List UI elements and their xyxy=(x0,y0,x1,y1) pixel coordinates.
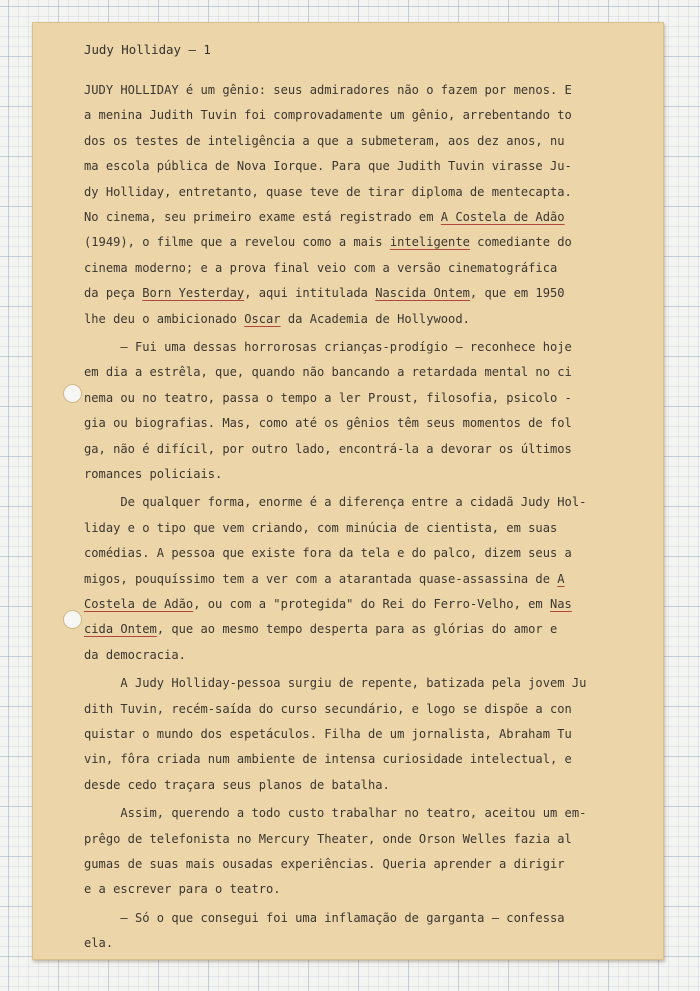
text-segment: da Academia de Hollywood. xyxy=(280,311,470,326)
text-segment: , que ao mesmo tempo desperta para as glórias do amor e xyxy=(156,622,558,637)
text-segment: dy Holliday, entretanto, quase teve de tirar diploma de mentecapta. xyxy=(84,184,572,199)
underlined-text: A xyxy=(557,571,565,586)
header-title: Judy Holliday xyxy=(84,42,181,57)
text-segment: da democracia. xyxy=(84,647,186,662)
text-line xyxy=(84,231,572,253)
underlined-text: inteligente xyxy=(389,235,470,250)
text-line xyxy=(84,542,572,564)
punch-hole-bottom xyxy=(63,610,82,629)
text-line xyxy=(84,593,572,615)
text-line xyxy=(84,308,470,330)
text-segment: ela. xyxy=(84,936,114,951)
underlined-text: Born Yesterday xyxy=(142,286,245,301)
text-segment: nema ou no teatro, passa o tempo a ler Proust, filosofia, psicolo - xyxy=(84,390,572,405)
page-header xyxy=(84,42,624,57)
text-line xyxy=(84,802,586,824)
text-segment: , que em 1950 xyxy=(469,286,565,301)
text-line xyxy=(84,517,557,539)
text-segment: — Fui uma dessas horrorosas crianças-prodígio — reconhece hoje xyxy=(84,340,572,354)
punch-hole-top xyxy=(63,384,82,403)
text-line xyxy=(84,387,572,409)
text-line xyxy=(84,698,572,720)
page-number: 1 xyxy=(203,42,211,57)
underlined-text: A Costela de Adão xyxy=(440,210,565,224)
text-line xyxy=(84,336,572,358)
text-segment: (1949), o filme que a revelou como a mais xyxy=(84,235,390,250)
text-line xyxy=(84,774,390,796)
text-line xyxy=(84,412,572,434)
text-segment: JUDY HOLLIDAY é um gênio: seus admiradores não o fazem por menos. E xyxy=(84,83,572,97)
text-line xyxy=(84,672,586,694)
text-line xyxy=(84,644,186,666)
text-segment: e a escrever para o teatro. xyxy=(84,882,281,897)
text-segment: a menina Judith Tuvin foi comprovadamente um gênio, arrebentando to xyxy=(84,108,572,123)
text-line xyxy=(84,130,565,152)
text-line xyxy=(84,828,572,850)
text-segment: desde cedo traçara seus planos de batalha. xyxy=(84,777,390,792)
text-line xyxy=(84,878,281,900)
text-segment: romances policiais. xyxy=(84,467,223,481)
text-line xyxy=(84,206,565,228)
text-line xyxy=(84,853,565,875)
text-segment: Assim, querendo a todo custo trabalhar no teatro, aceitou um em- xyxy=(84,806,587,821)
text-line xyxy=(84,155,572,177)
underlined-text: cida Ontem xyxy=(84,622,157,637)
text-segment: A Judy Holliday-pessoa surgiu de repente, batizada pela jovem Ju xyxy=(84,676,587,691)
text-segment: vin, fôra criada num ambiente de intensa curiosidade intelectual, e xyxy=(84,752,572,767)
text-line xyxy=(84,491,586,513)
text-segment: quistar o mundo dos espetáculos. Filha de um jornalista, Abraham Tu xyxy=(84,727,572,741)
text-segment: ma escola pública de Nova Iorque. Para que Judith Tuvin virasse Ju- xyxy=(84,159,572,174)
text-line xyxy=(84,932,113,954)
header-separator: — xyxy=(188,42,196,57)
text-line xyxy=(84,723,572,745)
text-segment: cinema moderno; e a prova final veio com a versão cinematográfica xyxy=(84,260,558,275)
text-line xyxy=(84,79,572,101)
text-segment: dith Tuvin, recém-saída do curso secundário, e logo se dispõe a con xyxy=(84,701,572,716)
text-segment: No cinema, seu primeiro exame está registrado em xyxy=(84,210,441,224)
text-segment: comediante do xyxy=(469,235,572,250)
text-line xyxy=(84,257,557,279)
text-segment: dos os testes de inteligência a que a submeteram, aos dez anos, nu xyxy=(84,133,565,148)
underlined-text: Oscar xyxy=(244,311,281,326)
text-segment: , aqui intitulada xyxy=(244,286,376,301)
text-segment: gumas de suas mais ousadas experiências. Queria aprender a dirigir xyxy=(84,857,565,871)
text-segment: gia ou biografias. Mas, como até os gênios têm seus momentos de fol xyxy=(84,416,572,431)
text-line xyxy=(84,463,222,485)
text-line xyxy=(84,568,565,590)
text-line xyxy=(84,618,557,640)
text-line xyxy=(84,907,565,929)
text-line xyxy=(84,361,572,383)
text-line xyxy=(84,282,565,304)
underlined-text: Costela de Adão xyxy=(84,597,194,611)
text-segment: da peça xyxy=(84,286,143,301)
text-segment: em dia a estrêla, que, quando não bancando a retardada mental no ci xyxy=(84,365,572,380)
text-line xyxy=(84,104,572,126)
text-segment: liday e o tipo que vem criando, com minúcia de cientista, em suas xyxy=(84,520,558,535)
text-segment: — Só o que consegui foi uma inflamação de garganta — confessa xyxy=(84,910,565,925)
text-segment: prêgo de telefonista no Mercury Theater, onde Orson Welles fazia al xyxy=(84,831,572,846)
text-line xyxy=(84,438,572,460)
text-segment: ga, não é difícil, por outro lado, encontrá-la a devorar os últimos xyxy=(84,441,572,456)
underlined-text: Nas xyxy=(550,597,572,611)
text-line xyxy=(84,181,572,203)
text-segment: migos, pouquíssimo tem a ver com a atarantada quase-assassina de xyxy=(84,571,558,586)
text-segment: , ou com a "protegida" do Rei do Ferro-Velho, em xyxy=(193,597,550,611)
text-segment: comédias. A pessoa que existe fora da tela e do palco, dizem seus a xyxy=(84,546,572,561)
text-segment: De qualquer forma, enorme é a diferença entre a cidadã Judy Hol- xyxy=(84,495,587,510)
text-segment: lhe deu o ambicionado xyxy=(84,311,245,326)
text-line xyxy=(84,748,572,770)
underlined-text: Nascida Ontem xyxy=(375,286,470,301)
